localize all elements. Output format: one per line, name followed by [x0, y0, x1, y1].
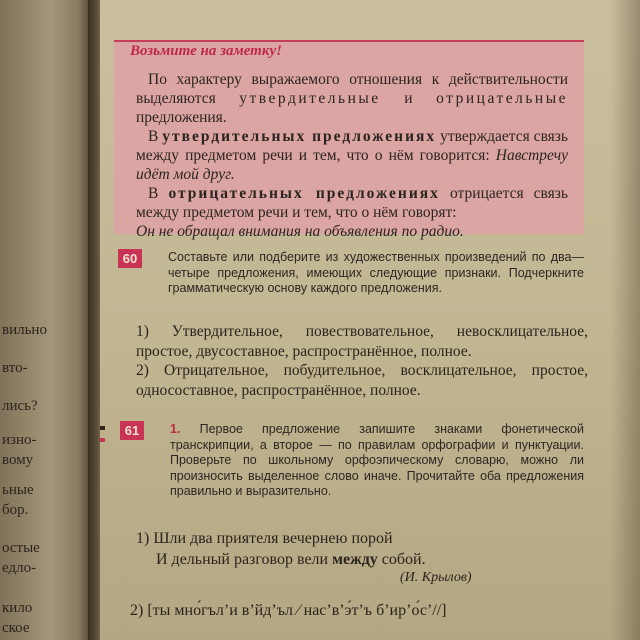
poem-author: (И. Крылов)	[400, 570, 472, 585]
right-page	[100, 0, 640, 640]
list-item: 1) Утвердительное, повествовательное, невосклицательное, простое, двусоставное, распространённое, полное.	[136, 323, 588, 360]
left-page-fragment: ское	[2, 620, 30, 636]
left-page-fragment: лись?	[2, 398, 38, 414]
left-page-fragment: вому	[2, 452, 34, 468]
note-paragraph-3	[136, 184, 568, 222]
task-60-instructions: Составьте или подберите из художественных произведений по два—четыре предложения, имеющих следующие признаки. Подчеркните грамматическую основу каждого предложения.	[168, 250, 584, 295]
left-page-fragment: едло-	[2, 560, 37, 576]
highlighted-word: между	[332, 551, 378, 568]
subtask-number: 1.	[170, 422, 181, 436]
task-61-text: Первое предложение запишите знаками фонетической транскрипции, а второе — по правилам орфографии и пунктуации. Проверьте по школьному орфоэпическому словарю, можно ли произносить выделенное слово иначе. Прочитайте оба предложения правильно и выразительно.	[170, 422, 584, 498]
note-paragraph-1	[136, 70, 568, 127]
left-page-fragment: ьные	[2, 482, 34, 498]
term-affirmative: утвердительные	[239, 90, 381, 107]
note-text-segment: и	[380, 90, 437, 107]
task-number-badge: 61	[120, 421, 144, 440]
poem-text-segment: И дельный разговор вели	[156, 551, 333, 568]
note-text-segment: отрицается связь между предметом речи и тем, что о нём говорят:	[136, 185, 568, 221]
left-page-fragment: изно-	[2, 432, 37, 448]
note-paragraph-2	[136, 127, 568, 184]
note-text-segment: В	[148, 185, 169, 202]
example-sentence: Навстречу идёт мой друг.	[136, 147, 568, 183]
poem-text-segment: собой.	[377, 551, 426, 568]
poem-line	[136, 549, 426, 570]
poem	[136, 528, 426, 570]
note-box	[114, 40, 584, 240]
task-61-instructions	[170, 422, 584, 500]
note-text-segment: В	[148, 128, 163, 145]
task-60-list	[136, 322, 588, 400]
left-page-fragment: кило	[2, 600, 33, 616]
poem-line: 1) Шли два приятеля вечернею порой	[136, 530, 393, 547]
term-negative: отрицательные	[436, 90, 568, 107]
example-sentence: Он не обращал внимания на объявления по радио.	[136, 223, 464, 240]
left-page	[0, 0, 92, 640]
note-text-segment: предложения.	[136, 109, 227, 126]
term-bold-negative: отрицательных предложениях	[168, 185, 440, 202]
term-bold-affirmative: утвердительных предложениях	[162, 128, 437, 145]
note-title: Возьмите на заметку!	[130, 43, 282, 59]
note-text	[136, 70, 568, 241]
left-page-fragment: остые	[2, 540, 40, 556]
list-item: 2) Отрицательное, побудительное, восклицательное, простое, односоставное, распространённое, полное.	[136, 362, 588, 399]
left-page-fragment: вто-	[2, 360, 28, 376]
left-page-fragment: бор.	[2, 502, 29, 518]
task-number-badge: 60	[118, 249, 142, 268]
phonetic-transcription: 2) [ты мно́гъл’и в’йд’ъл ∕ нас’в’э́т’ъ б’ир’о́с’//]	[130, 602, 447, 619]
book-marker-icon	[100, 424, 108, 444]
left-page-fragment: вильно	[2, 322, 47, 338]
note-text-segment: По характеру выражаемого отношения к действительности выделяются	[136, 71, 568, 107]
note-text-segment: утверждается связь между предметом речи и тем, что о нём говорится:	[136, 128, 568, 164]
